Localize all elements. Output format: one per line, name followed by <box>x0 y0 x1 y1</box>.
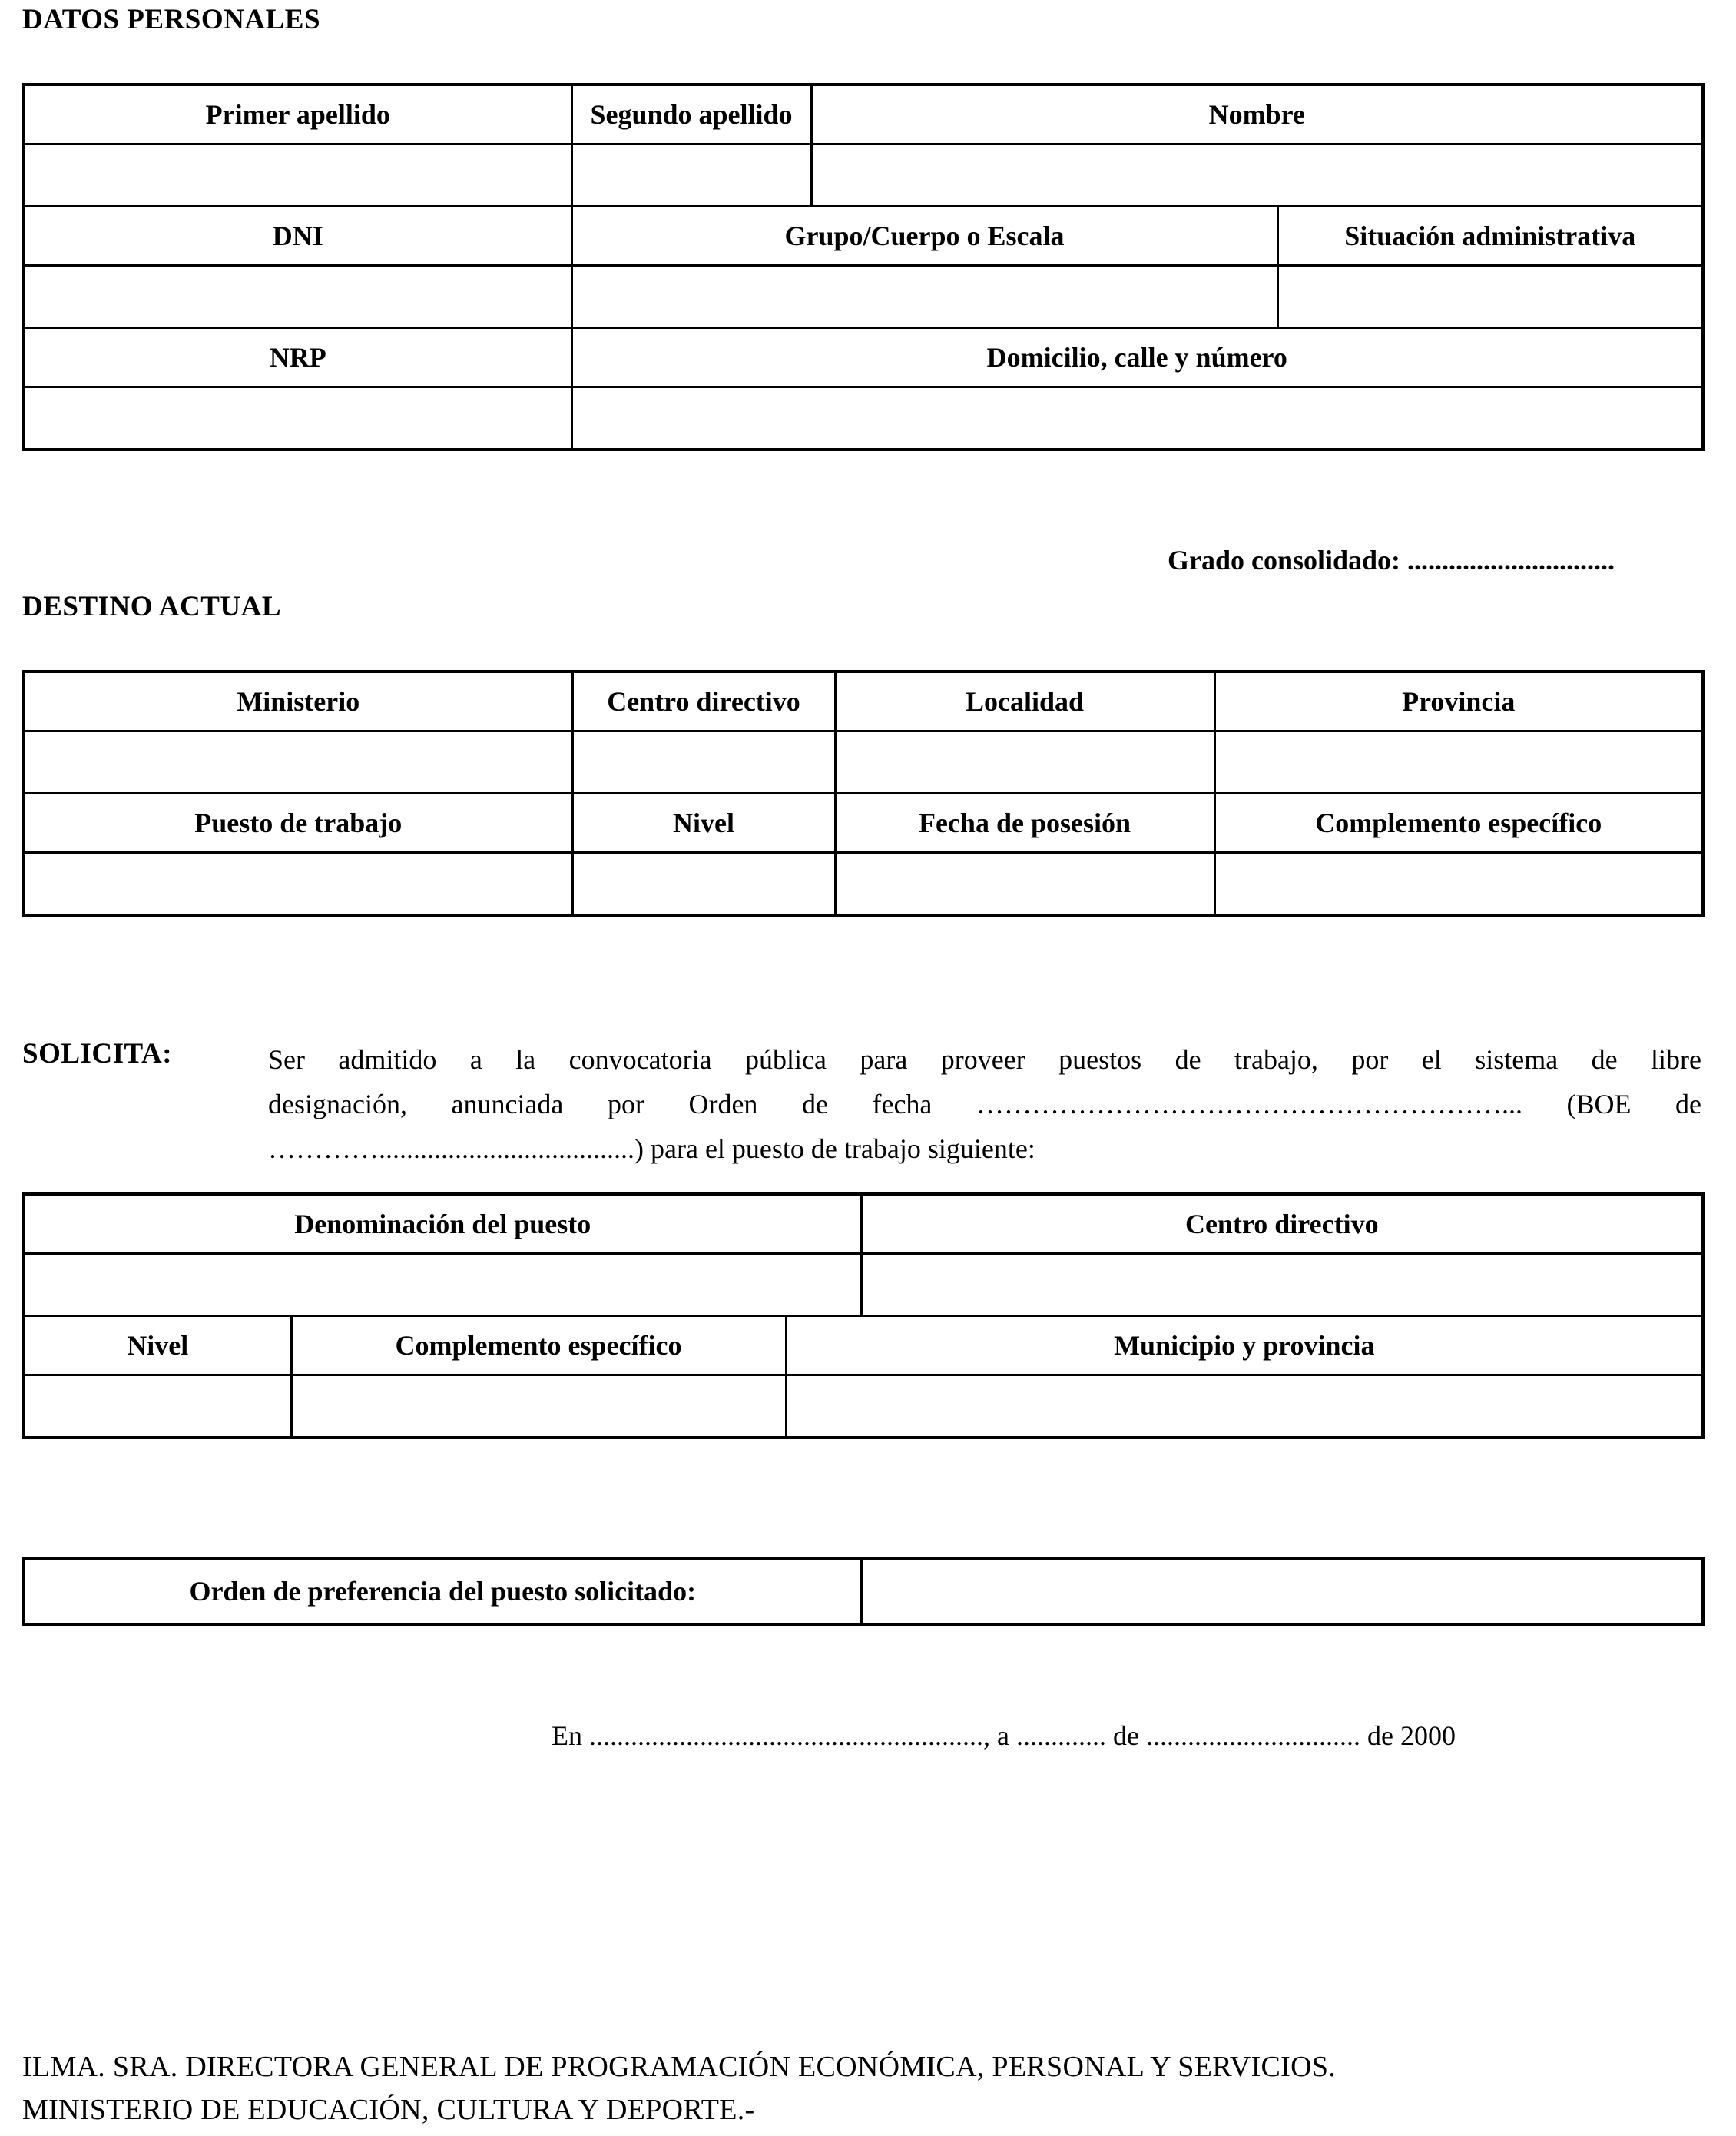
field-localidad[interactable] <box>835 731 1214 794</box>
field-complemento-especifico[interactable] <box>1214 853 1703 916</box>
header-domicilio: Domicilio, calle y número <box>571 328 1703 387</box>
field-domicilio[interactable] <box>571 387 1703 450</box>
header-nivel: Nivel <box>572 794 835 853</box>
header-ministerio: Ministerio <box>24 672 572 731</box>
field-municipio-y-provincia[interactable] <box>786 1375 1703 1438</box>
section-heading-destino-actual: DESTINO ACTUAL <box>22 591 282 622</box>
table-row <box>24 328 1703 387</box>
grado-consolidado-dots: .............................. <box>1400 545 1615 575</box>
field-primer-apellido[interactable] <box>24 144 571 207</box>
field-complemento-especifico-puesto[interactable] <box>291 1375 786 1438</box>
header-fecha-de-posesion: Fecha de posesión <box>835 794 1214 853</box>
table-row <box>24 672 1703 731</box>
table-row <box>24 1254 1703 1316</box>
header-municipio-y-provincia: Municipio y provincia <box>786 1316 1703 1375</box>
table-destino-actual <box>22 670 1705 917</box>
table-row <box>24 207 1703 266</box>
table-row <box>24 85 1703 144</box>
field-grupo-cuerpo-escala[interactable] <box>571 266 1277 328</box>
field-dni[interactable] <box>24 266 571 328</box>
table-row <box>24 731 1703 794</box>
header-centro-directivo: Centro directivo <box>572 672 835 731</box>
solicita-line2-text-a: designación, anunciada por Orden de fecha <box>268 1089 933 1119</box>
date-month-dots: ............................... <box>1145 1720 1360 1751</box>
table-puesto-solicitado <box>22 1192 1705 1439</box>
date-year-label: de 2000 <box>1367 1720 1456 1751</box>
field-nombre[interactable] <box>811 144 1703 207</box>
header-nrp: NRP <box>24 328 571 387</box>
field-ministerio[interactable] <box>24 731 572 794</box>
field-centro-directivo[interactable] <box>572 731 835 794</box>
table-row <box>24 1194 1703 1254</box>
field-orden-preferencia[interactable] <box>861 1558 1703 1624</box>
header-complemento-especifico: Complemento específico <box>1214 794 1703 853</box>
signature-date-line <box>552 1720 1456 1752</box>
solicita-label: SOLICITA: <box>22 1038 173 1070</box>
header-centro-directivo-puesto: Centro directivo <box>861 1194 1703 1254</box>
label-orden-preferencia: Orden de preferencia del puesto solicitado: <box>24 1558 861 1624</box>
header-denominacion-del-puesto: Denominación del puesto <box>24 1194 861 1254</box>
solicita-paragraph <box>268 1037 1701 1171</box>
field-nivel[interactable] <box>572 853 835 916</box>
header-nivel-puesto: Nivel <box>24 1316 291 1375</box>
header-localidad: Localidad <box>835 672 1214 731</box>
date-day-dots: ............. <box>1015 1720 1106 1751</box>
solicita-line-1: Ser admitido a la convocatoria pública para proveer puestos de trabajo, por el sistema de libre <box>268 1044 1701 1075</box>
footer-line-1: ILMA. SRA. DIRECTORA GENERAL DE PROGRAMACIÓN ECONÓMICA, PERSONAL Y SERVICIOS. <box>22 2051 1337 2083</box>
header-dni: DNI <box>24 207 571 266</box>
date-a-label: a <box>997 1720 1009 1751</box>
header-nombre: Nombre <box>811 85 1703 144</box>
field-denominacion-del-puesto[interactable] <box>24 1254 861 1316</box>
section-heading-datos-personales: DATOS PERSONALES <box>22 4 321 35</box>
header-primer-apellido: Primer apellido <box>24 85 571 144</box>
header-situacion-administrativa: Situación administrativa <box>1277 207 1703 266</box>
table-row <box>24 266 1703 328</box>
field-nivel-puesto[interactable] <box>24 1375 291 1438</box>
grado-consolidado-label: Grado consolidado: <box>1168 545 1401 575</box>
field-situacion-administrativa[interactable] <box>1277 266 1703 328</box>
footer-addressee <box>22 2045 1336 2131</box>
field-provincia[interactable] <box>1214 731 1703 794</box>
header-grupo-cuerpo-escala: Grupo/Cuerpo o Escala <box>571 207 1277 266</box>
date-de-label: de <box>1112 1720 1139 1751</box>
date-en-label: En <box>552 1720 582 1751</box>
solicita-block <box>22 1037 1701 1183</box>
date-place-dots: ........................................................., <box>589 1720 990 1751</box>
solicita-line2-text-b: (BOE de <box>1566 1089 1702 1119</box>
header-puesto-de-trabajo: Puesto de trabajo <box>24 794 572 853</box>
field-segundo-apellido[interactable] <box>571 144 811 207</box>
field-puesto-de-trabajo[interactable] <box>24 853 572 916</box>
table-row <box>24 1375 1703 1438</box>
header-complemento-especifico-puesto: Complemento específico <box>291 1316 786 1375</box>
table-datos-personales <box>22 83 1705 451</box>
solicita-line3-text: para el puesto de trabajo siguiente: <box>651 1133 1035 1164</box>
field-fecha-de-posesion[interactable] <box>835 853 1214 916</box>
grado-consolidado-line <box>1168 544 1615 576</box>
header-segundo-apellido: Segundo apellido <box>571 85 811 144</box>
field-centro-directivo-puesto[interactable] <box>861 1254 1703 1316</box>
solicita-line-2 <box>268 1082 1701 1126</box>
solicita-line2-dots: …………………………………………………... <box>976 1089 1522 1119</box>
table-row <box>24 144 1703 207</box>
header-provincia: Provincia <box>1214 672 1703 731</box>
solicita-line3-dots: ………….....................................) <box>268 1133 644 1164</box>
solicita-line-3 <box>268 1126 1701 1171</box>
table-row <box>24 853 1703 916</box>
field-nrp[interactable] <box>24 387 571 450</box>
table-row <box>24 1316 1703 1375</box>
table-row <box>24 387 1703 450</box>
table-row <box>24 1558 1703 1624</box>
table-orden-preferencia <box>22 1557 1705 1626</box>
footer-line-2: MINISTERIO DE EDUCACIÓN, CULTURA Y DEPORTE.- <box>22 2094 755 2126</box>
table-row <box>24 794 1703 853</box>
